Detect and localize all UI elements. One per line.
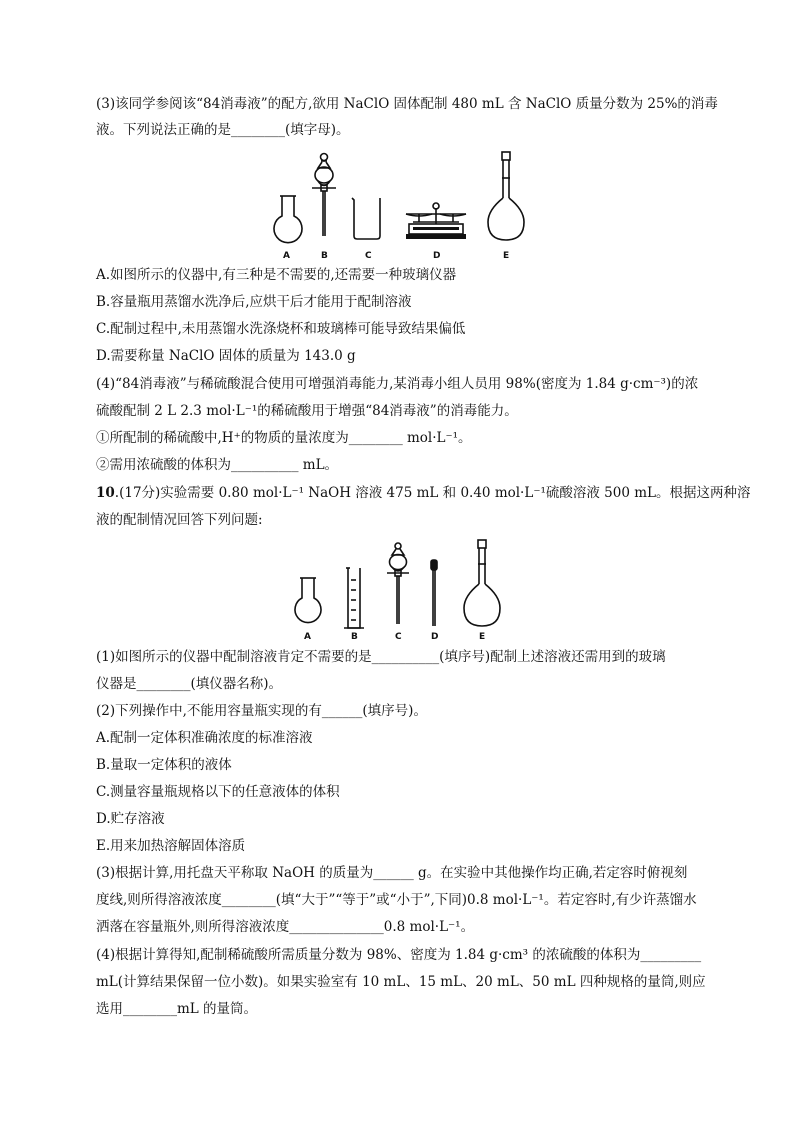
q10-part3-line3: 洒落在容量瓶外,则所得溶液浓度______________0.8 mol·L⁻¹。: [96, 919, 475, 935]
q10-part3-line1: (3)根据计算,用托盘天平称取 NaOH 的质量为______ g。在实验中其他操作均正确,若定容时俯视刻: [96, 865, 688, 881]
dropper-icon: [431, 560, 437, 626]
q9-part4-sub2: ②需用浓硫酸的体积为__________ mL。: [96, 457, 339, 473]
q9-apparatus-figure: [266, 148, 536, 262]
figure1-label-b: B: [321, 251, 328, 261]
q10-stem-text: .(17分)实验需要 0.80 mol·L⁻¹ NaOH 溶液 475 mL 和 0.40 mol·L⁻¹硫酸溶液 500 mL。根据这两种溶: [114, 485, 751, 501]
q9-option-b: B.容量瓶用蒸馏水洗净后,应烘干后才能用于配制溶液: [96, 294, 412, 310]
q10-stem-line1: [96, 483, 750, 503]
q10-part1-line1: (1)如图所示的仪器中配制溶液肯定不需要的是__________(填序号)配制上述溶液还需用到的玻璃: [96, 649, 666, 665]
q10-part1-line2: 仪器是________(填仪器名称)。: [96, 676, 283, 692]
balance-icon: [406, 203, 466, 239]
figure2-label-b: B: [351, 632, 358, 642]
volumetric-flask-icon: [464, 540, 500, 626]
figure1-label-e: E: [503, 251, 510, 261]
q10-part4-line2: mL(计算结果保留一位小数)。如果实验室有 10 mL、15 mL、20 mL、50 mL 四种规格的量筒,则应: [96, 974, 706, 990]
figure2-label-c: C: [395, 632, 402, 642]
figure2-label-d: D: [431, 632, 439, 642]
q9-option-a: A.如图所示的仪器中,有三种是不需要的,还需要一种玻璃仪器: [96, 267, 457, 283]
figure1-label-a: A: [283, 251, 290, 261]
q10-stem-line2: 液的配制情况回答下列问题:: [96, 512, 263, 528]
separatory-funnel-icon: [387, 543, 409, 624]
q10-part2: (2)下列操作中,不能用容量瓶实现的有______(填序号)。: [96, 703, 427, 719]
figure2-label-e: E: [479, 632, 486, 642]
q10-part3-line2: 度线,则所得溶液浓度________(填“大于”“等于”或“小于”,下同)0.8 mol·L⁻¹。若定容时,有少许蒸馏水: [96, 892, 697, 908]
q10-option-b: B.量取一定体积的液体: [96, 757, 232, 773]
q10-option-a: A.配制一定体积准确浓度的标准溶液: [96, 730, 313, 746]
separatory-funnel-icon: [312, 154, 336, 237]
volumetric-flask-icon: [488, 152, 524, 240]
q9-option-c: C.配制过程中,未用蒸馏水洗涤烧杯和玻璃棒可能导致结果偏低: [96, 321, 466, 337]
q9-part4-sub1: ①所配制的稀硫酸中,H⁺的物质的量浓度为________ mol·L⁻¹。: [96, 430, 472, 446]
q10-number: 10: [96, 485, 115, 501]
graduated-cylinder-icon: [344, 568, 364, 628]
q10-apparatus-figure: [290, 538, 510, 642]
q10-part4-line3: 选用________mL 的量筒。: [96, 1001, 258, 1017]
figure2-label-a: A: [304, 632, 311, 642]
q9-part4-line2: 硫酸配制 2 L 2.3 mol·L⁻¹的稀硫酸用于增强“84消毒液”的消毒能力。: [96, 403, 518, 419]
q9-part3-line2: 液。下列说法正确的是________(填字母)。: [96, 122, 350, 138]
q10-option-d: D.贮存溶液: [96, 811, 165, 827]
q10-option-c: C.测量容量瓶规格以下的任意液体的体积: [96, 784, 340, 800]
q9-part3-line1: (3)该同学参阅该“84消毒液”的配方,欲用 NaClO 固体配制 480 mL 含 NaClO 质量分数为 25%的消毒: [96, 96, 718, 112]
q9-part4-line1: (4)“84消毒液”与稀硫酸混合使用可增强消毒能力,某消毒小组人员用 98%(密度为 1.84 g·cm⁻³)的浓: [96, 376, 699, 392]
round-bottom-flask-icon: [295, 578, 321, 623]
figure1-label-c: C: [365, 251, 372, 261]
round-bottom-flask-icon: [274, 196, 302, 243]
figure1-label-d: D: [433, 251, 441, 261]
q9-option-d: D.需要称量 NaClO 固体的质量为 143.0 g: [96, 348, 356, 364]
beaker-icon: [352, 198, 380, 239]
q10-part4-line1: (4)根据计算得知,配制稀硫酸所需质量分数为 98%、密度为 1.84 g·cm³ 的浓硫酸的体积为_________: [96, 947, 702, 963]
q10-option-e: E.用来加热溶解固体溶质: [96, 838, 246, 854]
